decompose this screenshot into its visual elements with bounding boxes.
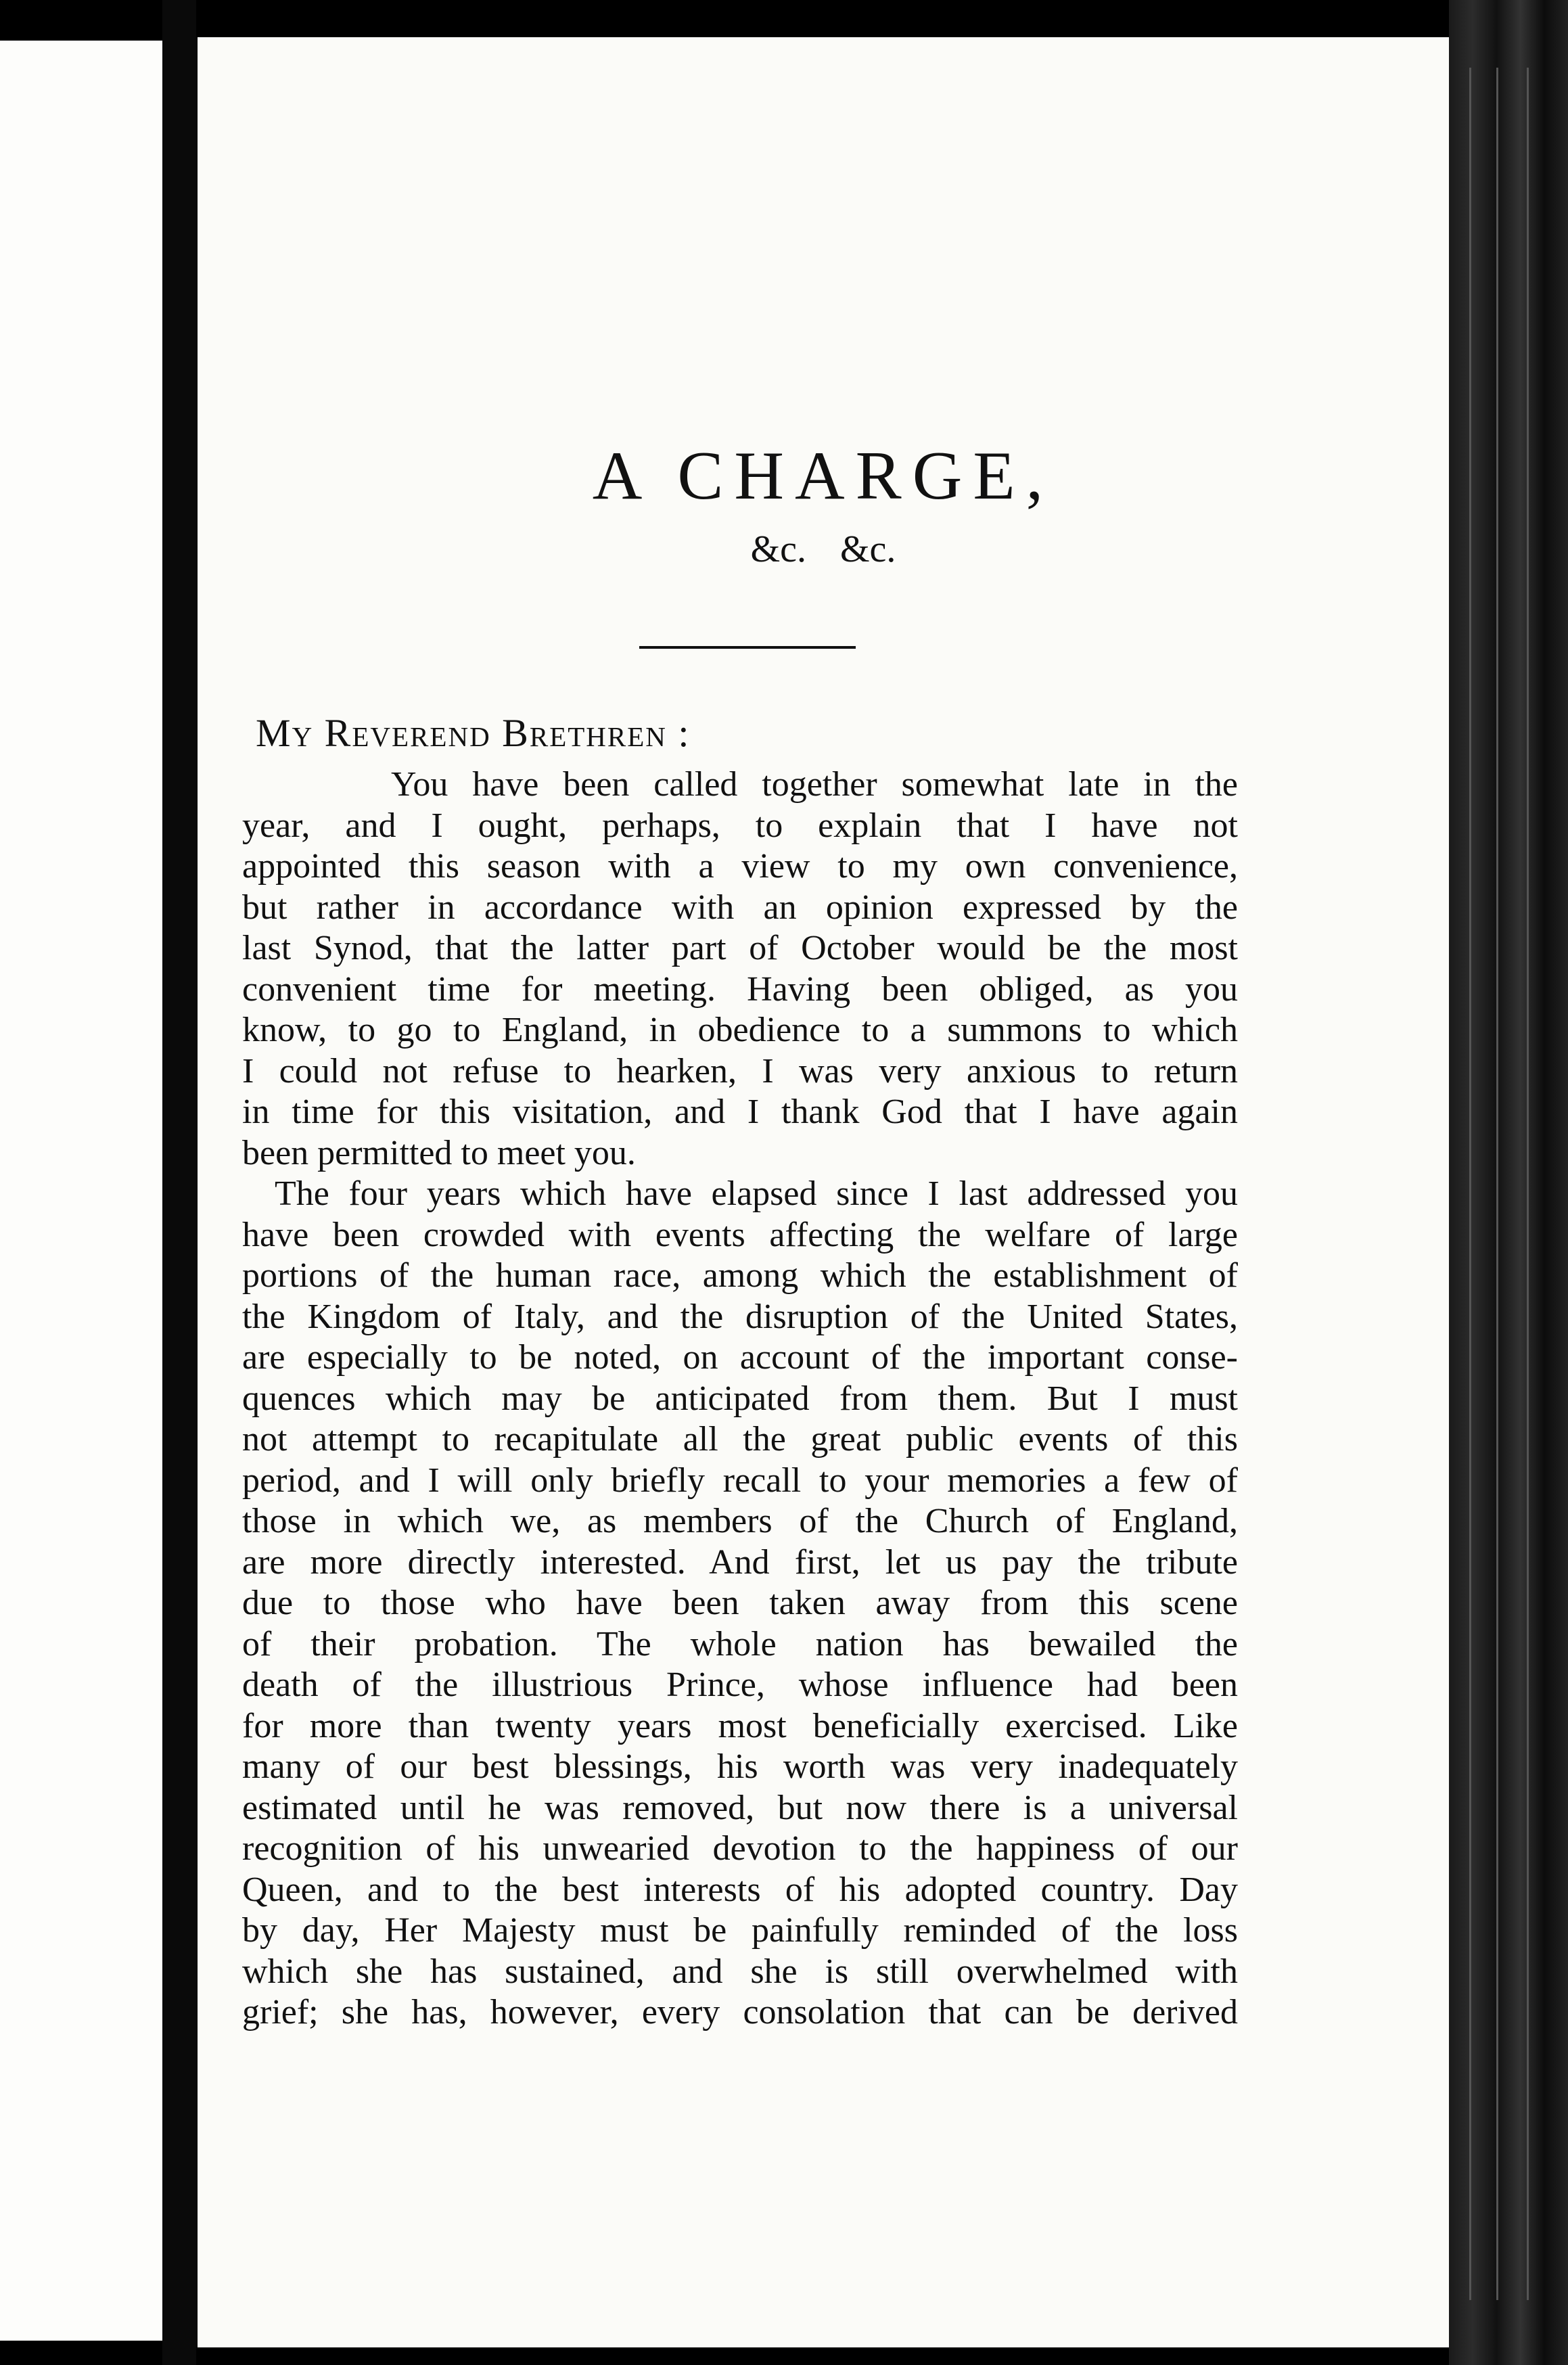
text-line: estimated until he was removed, but now there is a universal (242, 1788, 1238, 1827)
text-line: death of the illustrious Prince, whose influence had been (242, 1666, 1238, 1704)
text-line: those in which we, as members of the Church of England, (242, 1502, 1238, 1540)
text-line: I could not refuse to hearken, I was very anxious to return (242, 1051, 1238, 1090)
text-line: year, and I ought, perhaps, to explain that I have not (242, 806, 1238, 845)
paragraph-1 (242, 764, 1238, 1174)
text-line: which she has sustained, and she is still overwhelmed with (242, 1952, 1238, 1991)
page-title: A CHARGE, (592, 438, 1055, 514)
body-text (242, 764, 1238, 2034)
text-line: last Synod, that the latter part of October would be the most (242, 929, 1238, 967)
text-line: You have been called together somewhat late in the (391, 765, 1238, 804)
title-rule (639, 646, 856, 649)
text-line: appointed this season with a view to my own convenience, (242, 847, 1238, 886)
text-line: many of our best blessings, his worth was very inadequately (242, 1747, 1238, 1786)
text-line: the Kingdom of Italy, and the disruption of the United States, (242, 1297, 1238, 1336)
text-line: have been crowded with events affecting the welfare of large (242, 1215, 1238, 1254)
text-line: due to those who have been taken away from this scene (242, 1584, 1238, 1622)
text-line: convenient time for meeting. Having been obliged, as you (242, 969, 1238, 1009)
text-line: recognition of his unwearied devotion to the happiness of our (242, 1829, 1238, 1868)
text-line: period, and I will only briefly recall to your memories a few of (242, 1461, 1238, 1500)
book-gutter (162, 0, 196, 2365)
text-line: are especially to be noted, on account of the important conse- (242, 1338, 1238, 1377)
page-subtitle: &c. &c. (750, 528, 896, 570)
text-line: been permitted to meet you. (242, 1133, 636, 1172)
facing-page-edge (0, 41, 162, 2341)
text-line: but rather in accordance with an opinion expressed by the (242, 888, 1238, 927)
salutation: My Reverend Brethren : (256, 711, 691, 755)
text-line: portions of the human race, among which the establishment of (242, 1256, 1238, 1295)
text-line: grief; she has, however, every consolation that can be derived (242, 1993, 1238, 2031)
text-line: are more directly interested. And first, let us pay the tribute (242, 1542, 1238, 1582)
text-line: The four years which have elapsed since I last addressed you (275, 1174, 1238, 1213)
text-line: for more than twenty years most beneficially exercised. Like (242, 1706, 1238, 1745)
text-line: know, to go to England, in obedience to a summons to which (242, 1011, 1238, 1049)
text-line: Queen, and to the best interests of his adopted country. Day (242, 1870, 1238, 1909)
text-line: by day, Her Majesty must be painfully reminded of the loss (242, 1911, 1238, 1950)
text-line: quences which may be anticipated from them. But I must (242, 1379, 1238, 1418)
text-line: of their probation. The whole nation has bewailed the (242, 1624, 1238, 1663)
text-line: in time for this visitation, and I thank God that I have again (242, 1093, 1238, 1131)
page-edges (1449, 0, 1568, 2365)
text-line: not attempt to recapitulate all the great public events of this (242, 1420, 1238, 1459)
paragraph-2 (242, 1174, 1238, 2034)
